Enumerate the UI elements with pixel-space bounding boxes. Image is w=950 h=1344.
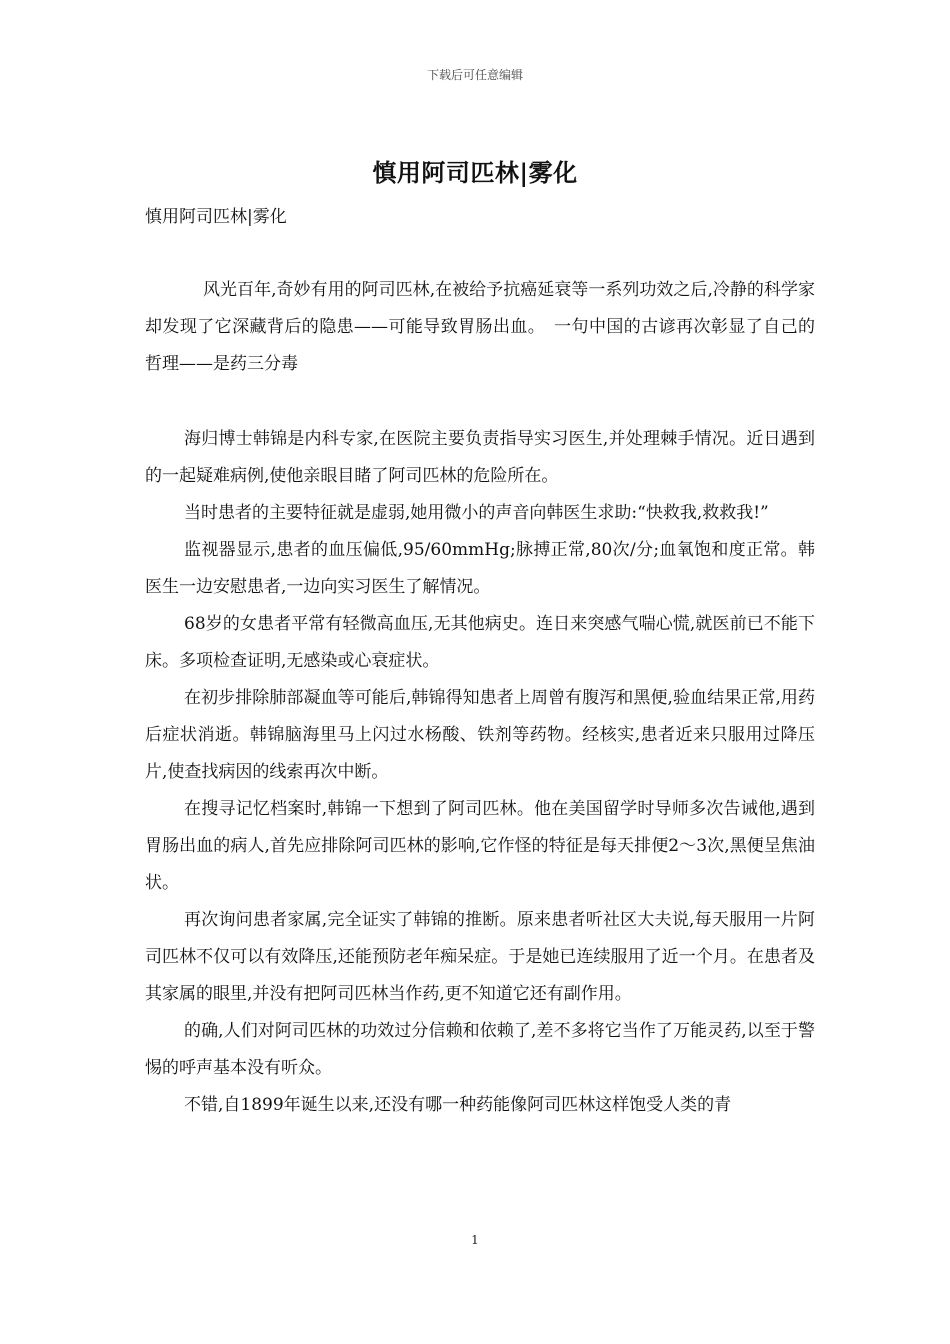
paragraph: 海归博士韩锦是内科专家,在医院主要负责指导实习医生,并处理棘手情况。近日遇到的一起疑难病例,使他亲眼目睹了阿司匹林的危险所在。 (145, 429, 815, 486)
paragraph: 再次询问患者家属,完全证实了韩锦的推断。原来患者听社区大夫说,每天服用一片阿司匹林不仅可以有效降压,还能预防老年痴呆症。于是她已连续服用了近一个月。在患者及其家属的眼里,并没有把阿司匹林当作药,更不知道它还有副作用。 (145, 910, 815, 1004)
page-header: 下载后可任意编辑 (426, 68, 523, 82)
paragraph: 的确,人们对阿司匹林的功效过分信赖和依赖了,差不多将它当作了万能灵药,以至于警惕的呼声基本没有听众。 (145, 1021, 815, 1078)
document-title: 慎用阿司匹林|雾化 (372, 158, 578, 187)
paragraph: 当时患者的主要特征就是虚弱,她用微小的声音向韩医生求助:“快救我,救救我!” (184, 503, 769, 523)
page-number: 1 (471, 1233, 479, 1247)
article-body (145, 421, 815, 1124)
document-subtitle: 慎用阿司匹林|雾化 (145, 207, 287, 227)
paragraph: 监视器显示,患者的血压偏低,95/60mmHg;脉搏正常,80次/分;血氧饱和度正常。韩医生一边安慰患者,一边向实习医生了解情况。 (145, 540, 815, 597)
paragraph: 不错,自1899年诞生以来,还没有哪一种药能像阿司匹林这样饱受人类的青 (184, 1095, 732, 1115)
paragraph: 在初步排除肺部凝血等可能后,韩锦得知患者上周曾有腹泻和黑便,验血结果正常,用药后症状消逝。韩锦脑海里马上闪过水杨酸、铁剂等药物。经核实,患者近来只服用过降压片,使查找病因的线索再次中断。 (145, 688, 815, 782)
intro-block (145, 272, 815, 383)
paragraph: 在搜寻记忆档案时,韩锦一下想到了阿司匹林。他在美国留学时导师多次告诫他,遇到胃肠出血的病人,首先应排除阿司匹林的影响,它作怪的特征是每天排便2～3次,黑便呈焦油状。 (145, 799, 815, 893)
paragraph: 68岁的女患者平常有轻微高血压,无其他病史。连日来突感气喘心慌,就医前已不能下床。多项检查证明,无感染或心衰症状。 (145, 614, 815, 671)
intro-paragraph: 风光百年,奇妙有用的阿司匹林,在被给予抗癌延衰等一系列功效之后,冷静的科学家却发现了它深藏背后的隐患——可能导致胃肠出血。 一句中国的古谚再次彰显了自己的哲理——是药三分毒 (145, 280, 815, 374)
